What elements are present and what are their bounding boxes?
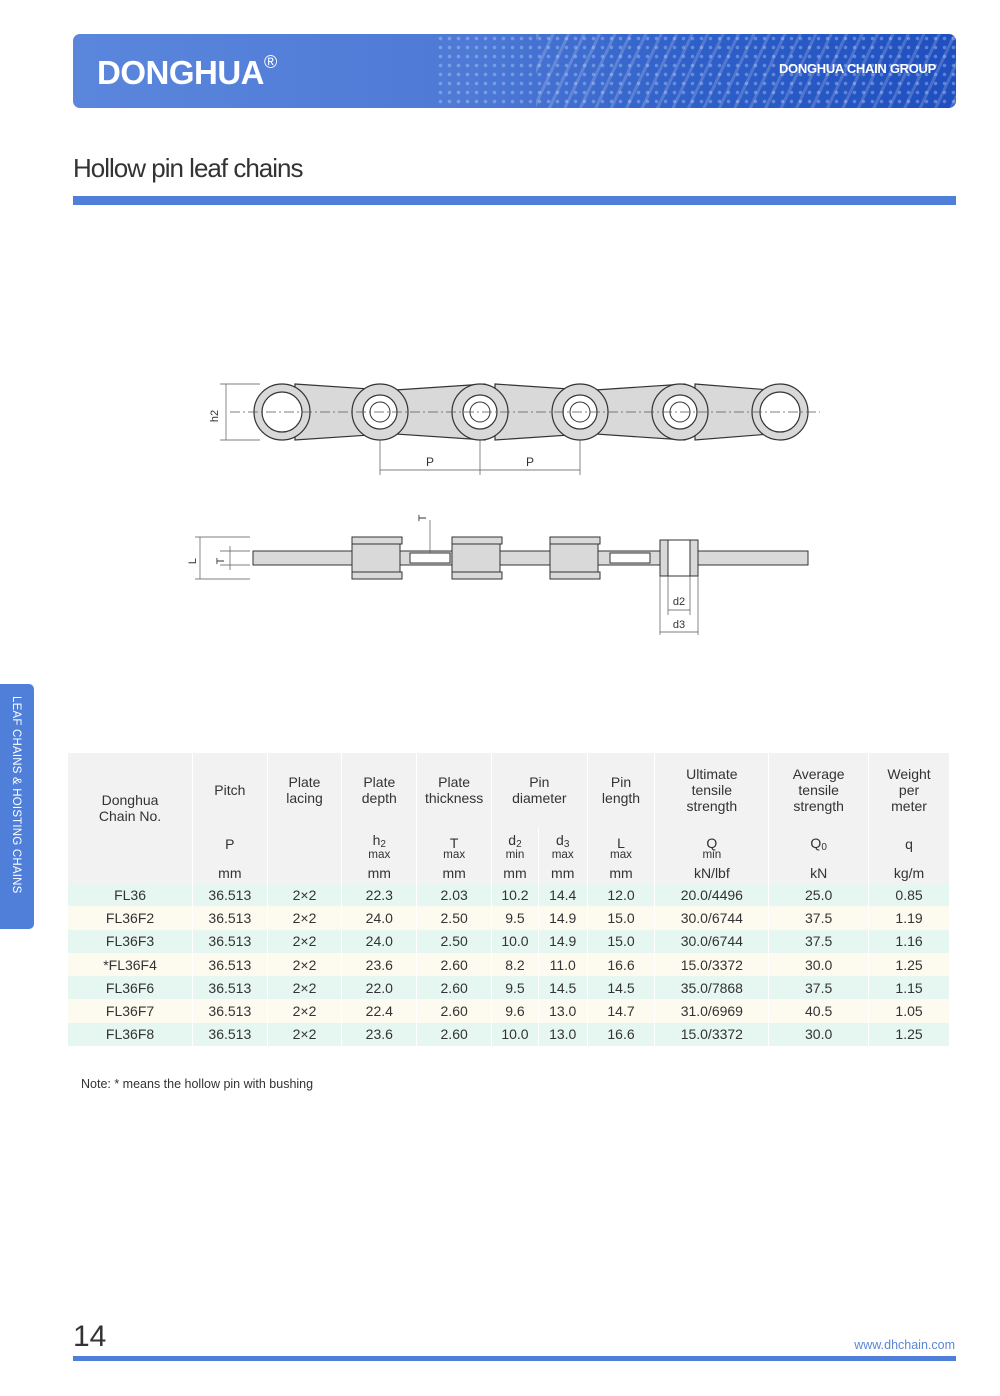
table-row: [68, 999, 950, 1022]
header-plate-thickness: Plate thickness: [417, 753, 492, 827]
table-cell: FL36F6: [68, 976, 193, 999]
table-cell: 36.513: [193, 906, 268, 929]
table-cell: 2×2: [267, 906, 342, 929]
unit-ultimate: kN/lbf: [655, 863, 769, 883]
table-cell: 30.0: [769, 1023, 869, 1046]
symbol-pitch: P: [193, 827, 268, 863]
table-cell: 14.5: [538, 976, 587, 999]
unit-d2: mm: [492, 863, 539, 883]
d3-label: d3: [672, 619, 686, 631]
header-ultimate-strength: Ultimate tensile strength: [655, 753, 769, 827]
table-cell: 37.5: [769, 906, 869, 929]
table-cell: 2×2: [267, 930, 342, 953]
website-link[interactable]: www.dhchain.com: [854, 1338, 955, 1352]
table-cell: 1.19: [869, 906, 950, 929]
table-cell: 40.5: [769, 999, 869, 1022]
table-cell: 36.513: [193, 930, 268, 953]
table-cell: 2×2: [267, 999, 342, 1022]
t-top-label: T: [417, 514, 429, 522]
table-cell: FL36F3: [68, 930, 193, 953]
header-pin-diameter: Pin diameter: [492, 753, 587, 827]
table-cell: 15.0/3372: [655, 1023, 769, 1046]
table-cell: 15.0: [587, 906, 655, 929]
header-weight: Weight per meter: [869, 753, 950, 827]
table-cell: 14.4: [538, 883, 587, 906]
header-plate-depth: Plate depth: [342, 753, 417, 827]
table-cell: 31.0/6969: [655, 999, 769, 1022]
page-number: 14: [73, 1320, 107, 1353]
table-cell: 36.513: [193, 976, 268, 999]
table-cell: 2.60: [417, 953, 492, 976]
table-cell: 10.0: [492, 930, 539, 953]
t-label: T: [215, 557, 227, 565]
l-label: L: [187, 557, 199, 565]
table-cell: 0.85: [869, 883, 950, 906]
table-cell: 37.5: [769, 976, 869, 999]
pitch-label-1: P: [425, 455, 435, 469]
table-row: [68, 906, 950, 929]
unit-lacing: [267, 863, 342, 883]
table-cell: 25.0: [769, 883, 869, 906]
unit-length: mm: [587, 863, 655, 883]
header-plate-lacing: Plate lacing: [267, 753, 342, 827]
symbol-ultimate: Q min: [655, 827, 769, 863]
title-divider: [73, 196, 956, 205]
symbol-average: Q0: [769, 827, 869, 863]
table-cell: 2.50: [417, 930, 492, 953]
table-cell: 1.16: [869, 930, 950, 953]
table-cell: 2.03: [417, 883, 492, 906]
header-chain-no: Donghua Chain No.: [68, 753, 193, 863]
table-cell: 36.513: [193, 953, 268, 976]
table-cell: 35.0/7868: [655, 976, 769, 999]
unit-depth: mm: [342, 863, 417, 883]
table-cell: 2.60: [417, 1023, 492, 1046]
symbol-length: L max: [587, 827, 655, 863]
pitch-label-2: P: [525, 455, 535, 469]
unit-thickness: mm: [417, 863, 492, 883]
table-row: [68, 930, 950, 953]
unit-average: kN: [769, 863, 869, 883]
header-banner: [73, 34, 956, 108]
table-row: [68, 953, 950, 976]
table-cell: 2×2: [267, 883, 342, 906]
table-cell: 9.5: [492, 906, 539, 929]
table-cell: 2×2: [267, 1023, 342, 1046]
table-cell: 30.0/6744: [655, 906, 769, 929]
header-pitch: Pitch: [193, 753, 268, 827]
table-cell: 24.0: [342, 930, 417, 953]
table-cell: 22.0: [342, 976, 417, 999]
unit-pitch: mm: [193, 863, 268, 883]
table-cell: 8.2: [492, 953, 539, 976]
table-cell: 37.5: [769, 930, 869, 953]
table-cell: 13.0: [538, 1023, 587, 1046]
table-cell: 9.5: [492, 976, 539, 999]
table-cell: 30.0: [769, 953, 869, 976]
table-cell: 23.6: [342, 1023, 417, 1046]
table-cell: 15.0/3372: [655, 953, 769, 976]
table-cell: 2.50: [417, 906, 492, 929]
table-cell: 15.0: [587, 930, 655, 953]
section-side-tab: LEAF CHAINS & HOISTING CHAINS: [0, 684, 34, 929]
header-pin-length: Pin length: [587, 753, 655, 827]
table-cell: 12.0: [587, 883, 655, 906]
table-cell: 23.6: [342, 953, 417, 976]
table-row: [68, 883, 950, 906]
table-cell: FL36F2: [68, 906, 193, 929]
table-cell: 1.25: [869, 953, 950, 976]
table-cell: 14.9: [538, 930, 587, 953]
table-cell: 1.15: [869, 976, 950, 999]
d2-label: d2: [672, 596, 686, 608]
table-cell: 22.3: [342, 883, 417, 906]
header-average-strength: Average tensile strength: [769, 753, 869, 827]
table-row: [68, 976, 950, 999]
table-note: Note: * means the hollow pin with bushing: [81, 1077, 314, 1091]
table-cell: 1.05: [869, 999, 950, 1022]
table-cell: 2.60: [417, 999, 492, 1022]
table-cell: 1.25: [869, 1023, 950, 1046]
table-cell: 11.0: [538, 953, 587, 976]
table-cell: 13.0: [538, 999, 587, 1022]
table-cell: 2×2: [267, 976, 342, 999]
symbol-depth: h2 max: [342, 827, 417, 863]
symbol-thickness: T max: [417, 827, 492, 863]
symbol-d2: d2 min: [492, 827, 539, 863]
table-cell: 22.4: [342, 999, 417, 1022]
table-cell: FL36F8: [68, 1023, 193, 1046]
unit-weight: kg/m: [869, 863, 950, 883]
table-cell: 36.513: [193, 883, 268, 906]
symbol-d3: d3 max: [538, 827, 587, 863]
table-cell: 14.7: [587, 999, 655, 1022]
table-cell: 24.0: [342, 906, 417, 929]
chain-diagram: [187, 370, 830, 650]
table-cell: 16.6: [587, 953, 655, 976]
table-cell: 14.5: [587, 976, 655, 999]
table-cell: 14.9: [538, 906, 587, 929]
table-cell: 10.2: [492, 883, 539, 906]
table-cell: FL36F7: [68, 999, 193, 1022]
brand-logo: DONGHUA®: [97, 52, 277, 91]
table-cell: 36.513: [193, 999, 268, 1022]
symbol-weight: q: [869, 827, 950, 863]
h2-label: h2: [209, 409, 221, 423]
unit-d3: mm: [538, 863, 587, 883]
spec-table: [68, 753, 950, 1046]
table-row: [68, 1023, 950, 1046]
table-cell: 2.60: [417, 976, 492, 999]
table-cell: FL36: [68, 883, 193, 906]
table-cell: 20.0/4496: [655, 883, 769, 906]
table-cell: 2×2: [267, 953, 342, 976]
footer-divider: [73, 1356, 956, 1361]
page-title: Hollow pin leaf chains: [73, 153, 303, 183]
table-cell: 36.513: [193, 1023, 268, 1046]
table-cell: 16.6: [587, 1023, 655, 1046]
table-cell: 10.0: [492, 1023, 539, 1046]
table-cell: 9.6: [492, 999, 539, 1022]
symbol-lacing: [267, 827, 342, 863]
unit-chain-no: [68, 863, 193, 883]
group-name: DONGHUA CHAIN GROUP: [778, 61, 936, 76]
table-cell: *FL36F4: [68, 953, 193, 976]
table-cell: 30.0/6744: [655, 930, 769, 953]
